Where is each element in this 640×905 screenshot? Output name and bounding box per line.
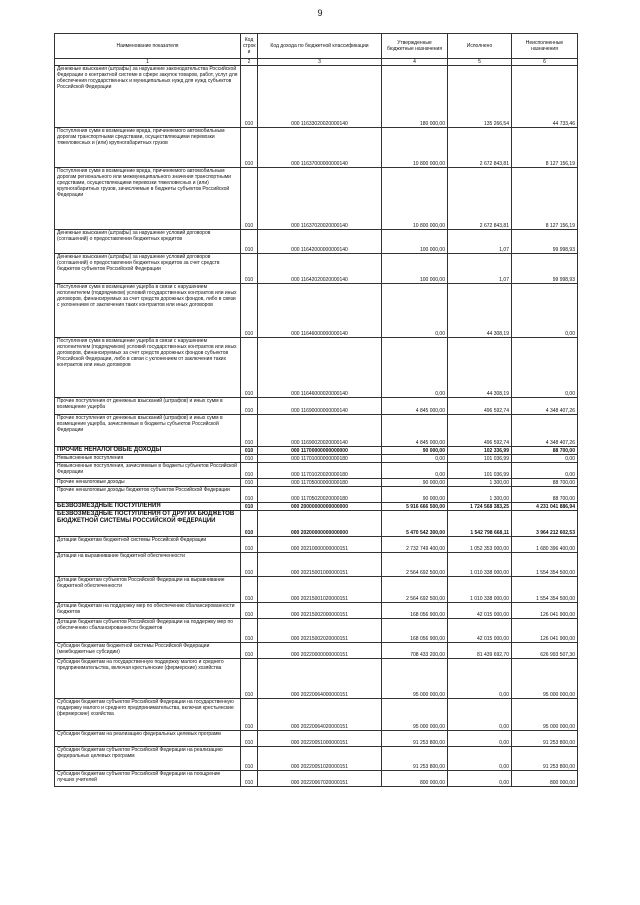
executed-amount-cell: 102 336,99 xyxy=(448,447,512,455)
approved-amount-cell: 180 000,00 xyxy=(382,66,448,128)
approved-amount-cell: 90 000,00 xyxy=(382,487,448,503)
approved-amount-cell: 95 000 000,00 xyxy=(382,699,448,731)
remaining-amount-cell: 0,00 xyxy=(512,284,578,338)
approved-amount-cell: 5 916 666 500,00 xyxy=(382,503,448,511)
indicator-name-cell: Дотации бюджетам субъектов Российской Федерации на выравнивание бюджетной обеспеченности xyxy=(55,577,241,603)
executed-amount-cell: 0,00 xyxy=(448,747,512,771)
indicator-name-cell: Поступления сумм в возмещение ущерба в связи с нарушением исполнителем (подрядчиком) условий государственных контрактов или иных договоров, финансируемых за счет средств дорожных фондов субъектов Российской Федерации, либо в связи с уклонением от заключения таких контрактов или иных договоров xyxy=(55,338,241,398)
revenue-code-cell: 000 11646000020000140 xyxy=(258,338,382,398)
indicator-name-cell: Поступления сумм в возмещение ущерба в связи с нарушением исполнителем (подрядчиком) условий государственных контрактов или иных договоров, финансируемых за счет средств дорожных фондов, либо в связи с уклонением от заключения таких контрактов или иных договоров xyxy=(55,284,241,338)
remaining-amount-cell: 99 998,93 xyxy=(512,230,578,254)
revenue-code-cell: 000 11637020020000140 xyxy=(258,168,382,230)
table-row xyxy=(55,415,578,447)
approved-amount-cell: 0,00 xyxy=(382,455,448,463)
budget-execution-table xyxy=(54,33,578,787)
executed-amount-cell: 1 010 338 000,00 xyxy=(448,577,512,603)
indicator-name-cell: Субсидии бюджетам субъектов Российской Федерации на реализацию федеральных целевых программ xyxy=(55,747,241,771)
approved-amount-cell: 168 056 900,00 xyxy=(382,603,448,619)
executed-amount-cell: 496 592,74 xyxy=(448,398,512,415)
line-code-cell: 010 xyxy=(241,128,258,168)
executed-amount-cell: 1 052 353 000,00 xyxy=(448,537,512,553)
remaining-amount-cell: 95 000 000,00 xyxy=(512,699,578,731)
remaining-amount-cell: 4 348 407,26 xyxy=(512,415,578,447)
indicator-name-cell: Субсидии бюджетам бюджетной системы Российской Федерации (межбюджетные субсидии) xyxy=(55,643,241,659)
column-header: Наименование показателя xyxy=(55,34,241,59)
table-row xyxy=(55,168,578,230)
approved-amount-cell: 0,00 xyxy=(382,463,448,479)
executed-amount-cell: 1 300,00 xyxy=(448,479,512,487)
remaining-amount-cell: 1 554 354 500,00 xyxy=(512,577,578,603)
column-index: 1 xyxy=(55,59,241,66)
table-row xyxy=(55,553,578,577)
executed-amount-cell: 1,07 xyxy=(448,254,512,284)
table-row xyxy=(55,747,578,771)
executed-amount-cell: 42 015 000,00 xyxy=(448,603,512,619)
table-row xyxy=(55,284,578,338)
executed-amount-cell: 2 672 843,81 xyxy=(448,128,512,168)
table-row xyxy=(55,66,578,128)
executed-amount-cell: 44 308,19 xyxy=(448,284,512,338)
column-index: 4 xyxy=(382,59,448,66)
indicator-name-cell: Дотации на выравнивание бюджетной обеспеченности xyxy=(55,553,241,577)
revenue-code-cell: 000 11690020020000140 xyxy=(258,415,382,447)
line-code-cell: 010 xyxy=(241,415,258,447)
indicator-name-cell: Прочие поступления от денежных взысканий (штрафов) и иных сумм в возмещение ущерба xyxy=(55,398,241,415)
remaining-amount-cell: 3 964 212 602,53 xyxy=(512,511,578,537)
indicator-name-cell: Субсидии бюджетам на реализацию федеральных целевых программ xyxy=(55,731,241,747)
approved-amount-cell: 10 800 000,00 xyxy=(382,128,448,168)
approved-amount-cell: 95 000 000,00 xyxy=(382,659,448,699)
line-code-cell: 010 xyxy=(241,66,258,128)
revenue-code-cell: 000 20200000000000000 xyxy=(258,511,382,537)
approved-amount-cell: 90 000,00 xyxy=(382,479,448,487)
indicator-name-cell: Прочие поступления от денежных взысканий (штрафов) и иных сумм в возмещение ущерба, зачисляемые в бюджеты субъектов Российской Федерации xyxy=(55,415,241,447)
revenue-code-cell: 000 11642020020000140 xyxy=(258,254,382,284)
approved-amount-cell: 10 800 000,00 xyxy=(382,168,448,230)
column-header: Исполнено xyxy=(448,34,512,59)
executed-amount-cell: 1 542 798 668,11 xyxy=(448,511,512,537)
line-code-cell: 010 xyxy=(241,168,258,230)
remaining-amount-cell: 88 700,00 xyxy=(512,487,578,503)
approved-amount-cell: 2 564 692 500,00 xyxy=(382,577,448,603)
table-row xyxy=(55,455,578,463)
revenue-code-cell: 000 20220051000000151 xyxy=(258,731,382,747)
remaining-amount-cell: 88 700,00 xyxy=(512,479,578,487)
revenue-code-cell: 000 20220064020000151 xyxy=(258,699,382,731)
line-code-cell: 010 xyxy=(241,577,258,603)
indicator-name-cell: Прочие неналоговые доходы xyxy=(55,479,241,487)
approved-amount-cell: 100 000,00 xyxy=(382,230,448,254)
line-code-cell: 010 xyxy=(241,254,258,284)
line-code-cell: 010 xyxy=(241,511,258,537)
approved-amount-cell: 91 253 800,00 xyxy=(382,747,448,771)
column-header: Код строк и xyxy=(241,34,258,59)
indicator-name-cell: Поступления сумм в возмещение вреда, причиняемого автомобильным дорогам транспортными средствами, осуществляющими перевозки тяжеловесных и (или) крупногабаритных грузов xyxy=(55,128,241,168)
indicator-name-cell: Субсидии бюджетам на государственную поддержку малого и среднего предпринимательства, включая крестьянские (фермерские) хозяйства xyxy=(55,659,241,699)
approved-amount-cell: 708 433 200,00 xyxy=(382,643,448,659)
table-row xyxy=(55,128,578,168)
executed-amount-cell: 135 266,54 xyxy=(448,66,512,128)
column-index: 2 xyxy=(241,59,258,66)
table-row xyxy=(55,338,578,398)
revenue-code-cell: 000 11701020020000180 xyxy=(258,463,382,479)
approved-amount-cell: 800 000,00 xyxy=(382,771,448,787)
indicator-name-cell: Невыясненные поступления xyxy=(55,455,241,463)
indicator-name-cell: Субсидии бюджетам субъектов Российской Федерации на поощрение лучших учителей xyxy=(55,771,241,787)
line-code-cell: 010 xyxy=(241,659,258,699)
column-index-row xyxy=(55,59,578,66)
approved-amount-cell: 5 470 542 300,00 xyxy=(382,511,448,537)
indicator-name-cell: Невыясненные поступления, зачисляемые в бюджеты субъектов Российской Федерации xyxy=(55,463,241,479)
table-row xyxy=(55,699,578,731)
line-code-cell: 010 xyxy=(241,503,258,511)
executed-amount-cell: 1 300,00 xyxy=(448,487,512,503)
line-code-cell: 010 xyxy=(241,603,258,619)
line-code-cell: 010 xyxy=(241,338,258,398)
table-row xyxy=(55,537,578,553)
approved-amount-cell: 91 253 800,00 xyxy=(382,731,448,747)
line-code-cell: 010 xyxy=(241,487,258,503)
revenue-code-cell: 000 11705020020000180 xyxy=(258,487,382,503)
remaining-amount-cell: 95 000 000,00 xyxy=(512,659,578,699)
table-row xyxy=(55,577,578,603)
line-code-cell: 010 xyxy=(241,747,258,771)
remaining-amount-cell: 8 127 156,19 xyxy=(512,168,578,230)
executed-amount-cell: 2 672 843,81 xyxy=(448,168,512,230)
remaining-amount-cell: 0,00 xyxy=(512,463,578,479)
approved-amount-cell: 2 564 692 500,00 xyxy=(382,553,448,577)
line-code-cell: 010 xyxy=(241,398,258,415)
indicator-name-cell: Субсидии бюджетам субъектов Российской Федерации на государственную поддержку малого и среднего предпринимательства, включая крестьянские (фермерские) хозяйства xyxy=(55,699,241,731)
revenue-code-cell: 000 11705000000000180 xyxy=(258,479,382,487)
table-row xyxy=(55,503,578,511)
revenue-code-cell: 000 20210000000000151 xyxy=(258,537,382,553)
remaining-amount-cell: 126 041 900,00 xyxy=(512,619,578,643)
indicator-name-cell: Денежные взыскания (штрафы) за нарушение условий договоров (соглашений) о предоставлении бюджетных кредитов за счет средств бюджетов субъектов Российской Федерации xyxy=(55,254,241,284)
line-code-cell: 010 xyxy=(241,553,258,577)
revenue-code-cell: 000 11701000000000180 xyxy=(258,455,382,463)
line-code-cell: 010 xyxy=(241,284,258,338)
indicator-name-cell: Дотации бюджетам субъектов Российской Федерации на поддержку мер по обеспечению сбалансированности бюджетов xyxy=(55,619,241,643)
remaining-amount-cell: 91 253 800,00 xyxy=(512,747,578,771)
line-code-cell: 010 xyxy=(241,455,258,463)
executed-amount-cell: 0,00 xyxy=(448,659,512,699)
line-code-cell: 010 xyxy=(241,619,258,643)
approved-amount-cell: 90 000,00 xyxy=(382,447,448,455)
column-header: Код дохода по бюджетной классификации xyxy=(258,34,382,59)
table-row xyxy=(55,511,578,537)
table-row xyxy=(55,731,578,747)
remaining-amount-cell: 1 680 396 400,00 xyxy=(512,537,578,553)
indicator-name-cell: БЕЗВОЗМЕЗДНЫЕ ПОСТУПЛЕНИЯ ОТ ДРУГИХ БЮДЖЕТОВ БЮДЖЕТНОЙ СИСТЕМЫ РОССИЙСКОЙ ФЕДЕРАЦИИ xyxy=(55,511,241,537)
indicator-name-cell: Дотации бюджетам на поддержку мер по обеспечению сбалансированности бюджетов xyxy=(55,603,241,619)
revenue-code-cell: 000 11633020020000140 xyxy=(258,66,382,128)
table-row xyxy=(55,398,578,415)
remaining-amount-cell: 0,00 xyxy=(512,338,578,398)
table-header-row xyxy=(55,34,578,59)
revenue-code-cell: 000 20215001000000151 xyxy=(258,553,382,577)
executed-amount-cell: 0,00 xyxy=(448,699,512,731)
executed-amount-cell: 1 010 338 000,00 xyxy=(448,553,512,577)
executed-amount-cell: 0,00 xyxy=(448,771,512,787)
approved-amount-cell: 4 845 000,00 xyxy=(382,415,448,447)
executed-amount-cell: 44 308,19 xyxy=(448,338,512,398)
column-index: 6 xyxy=(512,59,578,66)
line-code-cell: 010 xyxy=(241,731,258,747)
executed-amount-cell: 81 439 692,70 xyxy=(448,643,512,659)
remaining-amount-cell: 44 733,46 xyxy=(512,66,578,128)
line-code-cell: 010 xyxy=(241,643,258,659)
revenue-code-cell: 000 11646000000000140 xyxy=(258,284,382,338)
revenue-code-cell: 000 20215002020000151 xyxy=(258,619,382,643)
revenue-code-cell: 000 20215002000000151 xyxy=(258,603,382,619)
line-code-cell: 010 xyxy=(241,699,258,731)
executed-amount-cell: 1 724 568 383,25 xyxy=(448,503,512,511)
revenue-code-cell: 000 20220064000000151 xyxy=(258,659,382,699)
table-row xyxy=(55,659,578,699)
indicator-name-cell: БЕЗВОЗМЕЗДНЫЕ ПОСТУПЛЕНИЯ xyxy=(55,503,241,511)
executed-amount-cell: 42 015 000,00 xyxy=(448,619,512,643)
executed-amount-cell: 0,00 xyxy=(448,731,512,747)
remaining-amount-cell: 88 700,00 xyxy=(512,447,578,455)
line-code-cell: 010 xyxy=(241,771,258,787)
approved-amount-cell: 100 000,00 xyxy=(382,254,448,284)
indicator-name-cell: Денежные взыскания (штрафы) за нарушение условий договоров (соглашений) о предоставлении бюджетных кредитов xyxy=(55,230,241,254)
line-code-cell: 010 xyxy=(241,463,258,479)
table-row xyxy=(55,254,578,284)
approved-amount-cell: 2 732 749 400,00 xyxy=(382,537,448,553)
remaining-amount-cell: 626 993 507,30 xyxy=(512,643,578,659)
remaining-amount-cell: 4 348 407,26 xyxy=(512,398,578,415)
remaining-amount-cell: 126 041 900,00 xyxy=(512,603,578,619)
revenue-code-cell: 000 11690000000000140 xyxy=(258,398,382,415)
indicator-name-cell: Дотации бюджетам бюджетной системы Российской Федерации xyxy=(55,537,241,553)
approved-amount-cell: 0,00 xyxy=(382,338,448,398)
revenue-code-cell: 000 20220051020000151 xyxy=(258,747,382,771)
remaining-amount-cell: 800 000,00 xyxy=(512,771,578,787)
revenue-code-cell: 000 11637000000000140 xyxy=(258,128,382,168)
line-code-cell: 010 xyxy=(241,230,258,254)
line-code-cell: 010 xyxy=(241,479,258,487)
column-header: Неисполненные назначения xyxy=(512,34,578,59)
table-body xyxy=(55,66,578,787)
indicator-name-cell: Прочие неналоговые доходы бюджетов субъектов Российской Федерации xyxy=(55,487,241,503)
indicator-name-cell: Поступления сумм в возмещение вреда, причиняемого автомобильным дорогам регионального или межмуниципального значения транспортными средствами, осуществляющими перевозки тяжеловесных и (или) крупногабаритных грузов, зачисляемые в бюджеты субъектов Российской Федерации xyxy=(55,168,241,230)
revenue-code-cell: 000 20220067020000151 xyxy=(258,771,382,787)
indicator-name-cell: ПРОЧИЕ НЕНАЛОГОВЫЕ ДОХОДЫ xyxy=(55,447,241,455)
remaining-amount-cell: 8 127 156,19 xyxy=(512,128,578,168)
revenue-code-cell: 000 20000000000000000 xyxy=(258,503,382,511)
indicator-name-cell: Денежные взыскания (штрафы) за нарушение законодательства Российской Федерации о контрактной системе в сфере закупок товаров, работ, услуг для обеспечения государственных и муниципальных нужд для нужд субъектов Российской Федерации xyxy=(55,66,241,128)
approved-amount-cell: 4 845 000,00 xyxy=(382,398,448,415)
line-code-cell: 010 xyxy=(241,537,258,553)
table-row xyxy=(55,643,578,659)
column-index: 3 xyxy=(258,59,382,66)
executed-amount-cell: 496 592,74 xyxy=(448,415,512,447)
remaining-amount-cell: 91 253 800,00 xyxy=(512,731,578,747)
table-row xyxy=(55,479,578,487)
table-row xyxy=(55,487,578,503)
revenue-code-cell: 000 11642000000000140 xyxy=(258,230,382,254)
approved-amount-cell: 0,00 xyxy=(382,284,448,338)
approved-amount-cell: 168 056 900,00 xyxy=(382,619,448,643)
table-row xyxy=(55,447,578,455)
remaining-amount-cell: 0,00 xyxy=(512,455,578,463)
revenue-code-cell: 000 20220000000000151 xyxy=(258,643,382,659)
remaining-amount-cell: 4 231 041 886,94 xyxy=(512,503,578,511)
table-row xyxy=(55,603,578,619)
column-index: 5 xyxy=(448,59,512,66)
table-row xyxy=(55,463,578,479)
revenue-code-cell: 000 20215001020000151 xyxy=(258,577,382,603)
remaining-amount-cell: 99 998,93 xyxy=(512,254,578,284)
line-code-cell: 010 xyxy=(241,447,258,455)
page-number: 9 xyxy=(317,8,323,18)
table-row xyxy=(55,619,578,643)
table-row xyxy=(55,230,578,254)
column-header: Утвержденные бюджетные назначения xyxy=(382,34,448,59)
table-row xyxy=(55,771,578,787)
executed-amount-cell: 101 036,99 xyxy=(448,455,512,463)
revenue-code-cell: 000 11700000000000000 xyxy=(258,447,382,455)
executed-amount-cell: 101 036,99 xyxy=(448,463,512,479)
remaining-amount-cell: 1 554 354 500,00 xyxy=(512,553,578,577)
executed-amount-cell: 1,07 xyxy=(448,230,512,254)
